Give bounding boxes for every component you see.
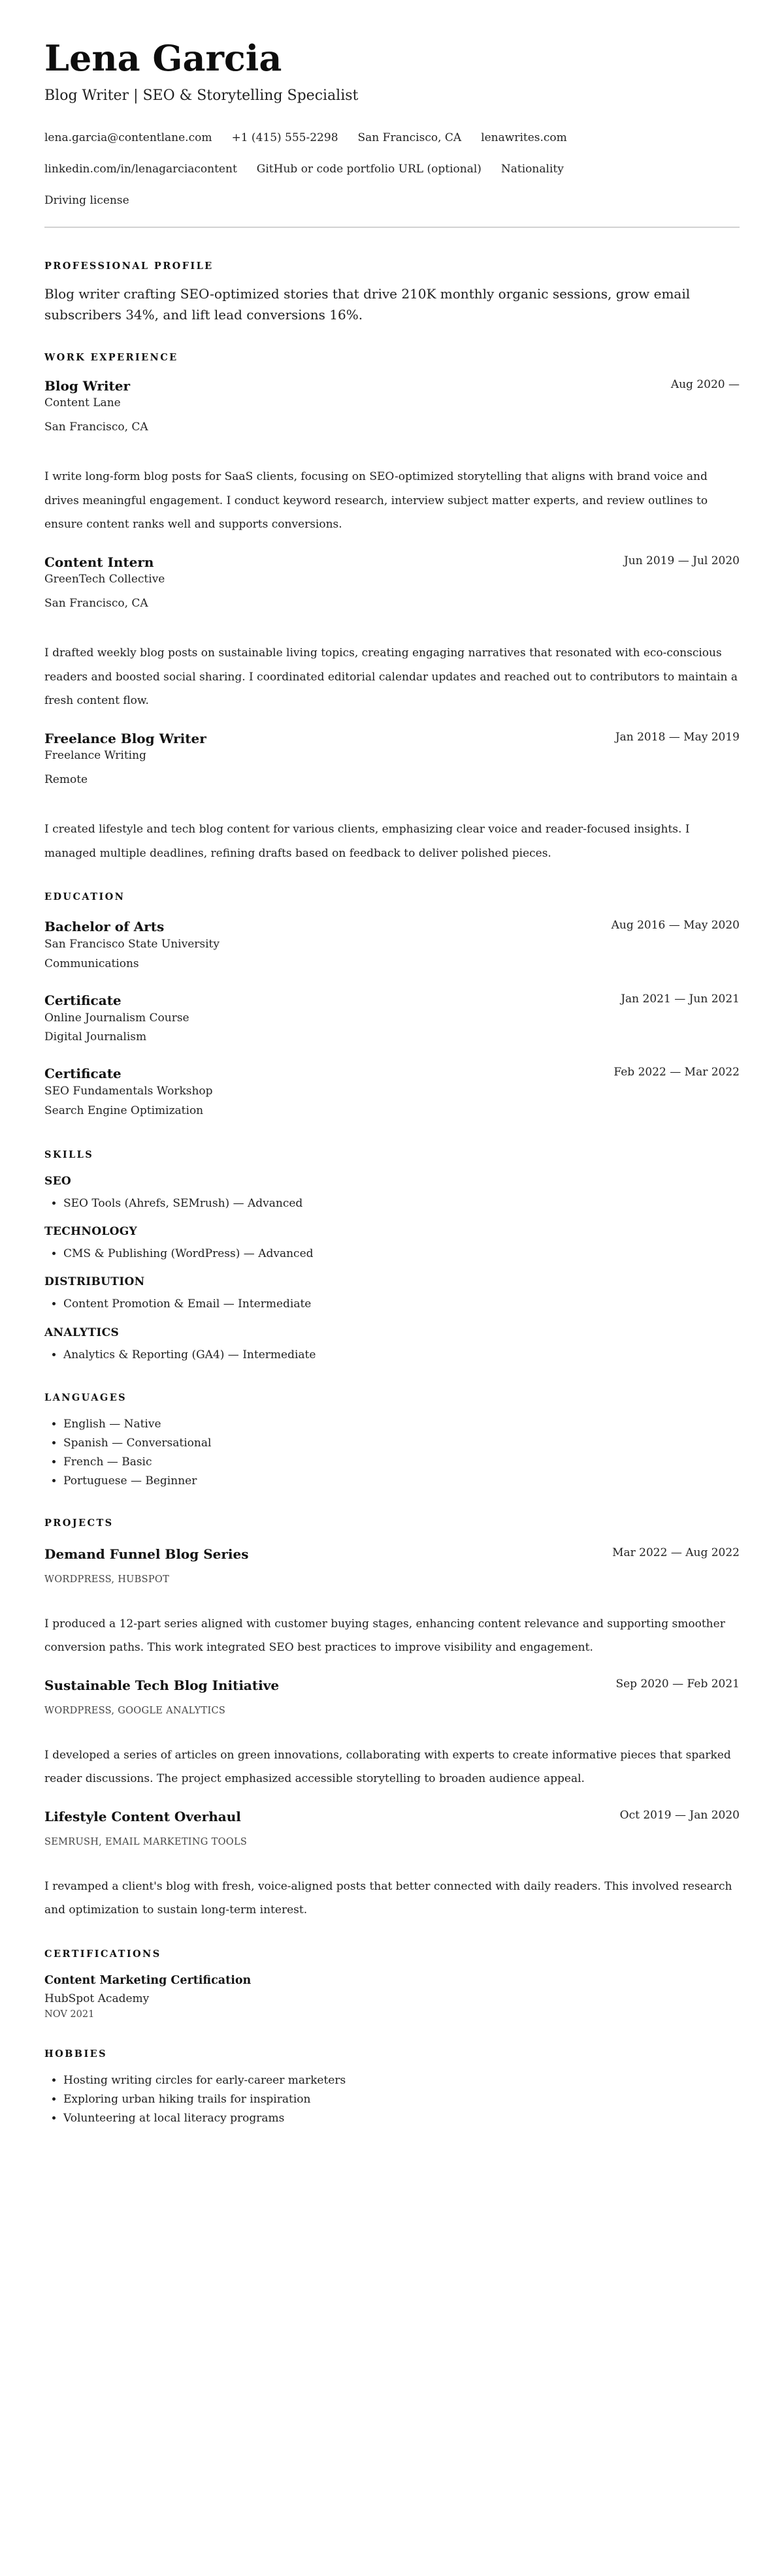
language-item: • English — Native — [63, 1415, 740, 1434]
skill-group — [44, 1225, 740, 1261]
job-description: I write long-form blog posts for SaaS clients, focusing on SEO-optimized storytelling that aligns with brand voice and drives meaningful engagement. I conduct keyword research, interview subject matter experts, and review outlines to ensure content ranks well and supports conversions. — [44, 470, 708, 532]
project-entry — [44, 1677, 740, 1791]
skill-group — [44, 1275, 740, 1311]
job-location: San Francisco, CA — [44, 597, 148, 611]
language-item: • Portuguese — Beginner — [63, 1472, 740, 1491]
profile-summary: Blog writer crafting SEO-optimized stories that drive 210K monthly organic sessions, grow email subscribers 34%, and lift lead conversions 16%. — [44, 286, 691, 323]
job-title: Blog Writer — [44, 377, 130, 394]
education-field: Digital Journalism — [44, 1030, 147, 1044]
skill-item: • Analytics & Reporting (GA4) — Intermediate — [63, 1348, 740, 1362]
contact-line-3 — [44, 185, 740, 216]
skill-item: • Content Promotion & Email — Intermediate — [63, 1297, 740, 1311]
contact-info — [44, 122, 740, 216]
education-section — [44, 891, 740, 1120]
job-description: I drafted weekly blog posts on sustainable living topics, creating engaging narratives that resonated with eco-conscious readers and boosted social sharing. I coordinated editorial calendar updates and reached out to contributors to maintain a fresh content flow. — [44, 646, 738, 708]
skill-item: • CMS & Publishing (WordPress) — Advanced — [63, 1247, 740, 1261]
project-name: Demand Funnel Blog Series — [44, 1546, 249, 1562]
skill-group — [44, 1175, 740, 1211]
certification-name: Content Marketing Certification — [44, 1974, 252, 1987]
section-title-hobbies: HOBBIES — [44, 2048, 107, 2059]
contact-line-2 — [44, 153, 740, 185]
contact-nationality: Nationality — [500, 163, 564, 176]
education-field: Communications — [44, 957, 139, 970]
contact-email[interactable]: lena.garcia@contentlane.com — [44, 131, 212, 145]
section-title-education: EDUCATION — [44, 891, 125, 903]
skill-group — [44, 1326, 740, 1362]
section-title-languages: LANGUAGES — [44, 1391, 127, 1403]
project-description: I produced a 12-part series aligned with customer buying stages, enhancing content relevance and supporting smoother conversion paths. This work integrated SEO best practices to improve visibility and engagement. — [44, 1617, 725, 1655]
project-name: Sustainable Tech Blog Initiative — [44, 1677, 280, 1693]
contact-location: San Francisco, CA — [357, 131, 462, 145]
certification-issuer: HubSpot Academy — [44, 1992, 150, 2005]
job-dates: Jan 2018 — May 2019 — [615, 730, 740, 744]
contact-phone[interactable]: +1 (415) 555-2298 — [231, 131, 338, 145]
job-title: Content Intern — [44, 554, 154, 570]
contact-website[interactable]: lenawrites.com — [481, 131, 567, 145]
project-tech-stack: WORDPRESS, GOOGLE ANALYTICS — [44, 1705, 226, 1716]
job-company: Content Lane — [44, 396, 121, 409]
skill-group-title: DISTRIBUTION — [44, 1275, 145, 1289]
education-dates: Feb 2022 — Mar 2022 — [613, 1066, 740, 1079]
project-dates: Mar 2022 — Aug 2022 — [612, 1546, 740, 1559]
project-dates: Sep 2020 — Feb 2021 — [615, 1677, 740, 1691]
languages-section — [44, 1392, 740, 1491]
job-company: Freelance Writing — [44, 748, 146, 762]
job-description: I created lifestyle and tech blog content for various clients, emphasizing clear voice and reader-focused insights. I managed multiple deadlines, refining drafts based on feedback to deliver polished pieces. — [44, 823, 690, 860]
hobby-item: • Volunteering at local literacy programs — [63, 2109, 740, 2128]
education-dates: Aug 2016 — May 2020 — [611, 919, 740, 932]
job-dates: Aug 2020 — — [670, 377, 740, 391]
work-entry — [44, 554, 740, 713]
skills-section — [44, 1149, 740, 1362]
certifications-section — [44, 1948, 740, 2020]
degree-title: Certificate — [44, 992, 122, 1008]
section-title-profile: PROFESSIONAL PROFILE — [44, 261, 214, 272]
hobbies-section — [44, 2048, 740, 2129]
education-dates: Jan 2021 — Jun 2021 — [621, 992, 740, 1006]
certification-date: NOV 2021 — [44, 2009, 95, 2020]
contact-linkedin[interactable]: linkedin.com/in/lenagarciacontent — [44, 163, 237, 176]
skill-group-title: SEO — [44, 1174, 71, 1188]
job-dates: Jun 2019 — Jul 2020 — [623, 554, 740, 567]
skill-item: • SEO Tools (Ahrefs, SEMrush) — Advanced — [63, 1197, 740, 1211]
job-location: San Francisco, CA — [44, 421, 148, 434]
education-entry — [44, 992, 740, 1047]
contact-driving-license: Driving license — [44, 194, 129, 208]
profile-section — [44, 261, 740, 326]
hobby-item: • Exploring urban hiking trails for inspiration — [63, 2090, 740, 2109]
education-entry — [44, 918, 740, 973]
education-institution: San Francisco State University — [44, 938, 220, 951]
candidate-name: Lena Garcia — [44, 37, 282, 79]
work-entry — [44, 377, 740, 537]
education-field: Search Engine Optimization — [44, 1104, 204, 1117]
job-title: Freelance Blog Writer — [44, 730, 206, 746]
project-description: I developed a series of articles on green innovations, collaborating with experts to create informative pieces that sparked reader discussions. The project emphasized accessible storytelling to broaden audience appeal. — [44, 1748, 731, 1786]
project-name: Lifestyle Content Overhaul — [44, 1808, 241, 1824]
education-institution: SEO Fundamentals Workshop — [44, 1085, 213, 1098]
education-institution: Online Journalism Course — [44, 1011, 189, 1025]
project-tech-stack: WORDPRESS, HUBSPOT — [44, 1574, 170, 1585]
job-location: Remote — [44, 773, 88, 787]
language-item: • French — Basic — [63, 1453, 740, 1472]
project-tech-stack: SEMRUSH, EMAIL MARKETING TOOLS — [44, 1836, 248, 1847]
resume-header — [44, 38, 740, 228]
education-entry — [44, 1065, 740, 1120]
degree-title: Bachelor of Arts — [44, 919, 165, 935]
language-item: • Spanish — Conversational — [63, 1434, 740, 1453]
contact-github[interactable]: GitHub or code portfolio URL (optional) — [256, 163, 482, 176]
candidate-headline: Blog Writer | SEO & Storytelling Specialist — [44, 87, 359, 104]
degree-title: Certificate — [44, 1066, 122, 1082]
section-title-skills: SKILLS — [44, 1149, 94, 1160]
skill-group-title: TECHNOLOGY — [44, 1225, 137, 1239]
header-divider — [44, 227, 740, 228]
project-entry — [44, 1808, 740, 1922]
skill-group-title: ANALYTICS — [44, 1326, 120, 1339]
section-title-certifications: CERTIFICATIONS — [44, 1948, 161, 1960]
section-title-work: WORK EXPERIENCE — [44, 351, 178, 363]
work-entry — [44, 730, 740, 865]
section-title-projects: PROJECTS — [44, 1517, 114, 1529]
job-company: GreenTech Collective — [44, 572, 165, 586]
certification-entry — [44, 1974, 740, 2020]
work-experience-section — [44, 352, 740, 866]
project-dates: Oct 2019 — Jan 2020 — [619, 1808, 740, 1822]
project-description: I revamped a client's blog with fresh, voice-aligned posts that better connected with daily readers. This involved research and optimization to sustain long-term interest. — [44, 1879, 732, 1917]
contact-line-1 — [44, 122, 740, 153]
projects-section — [44, 1518, 740, 1922]
hobby-item: • Hosting writing circles for early-career marketers — [63, 2071, 740, 2090]
project-entry — [44, 1546, 740, 1660]
